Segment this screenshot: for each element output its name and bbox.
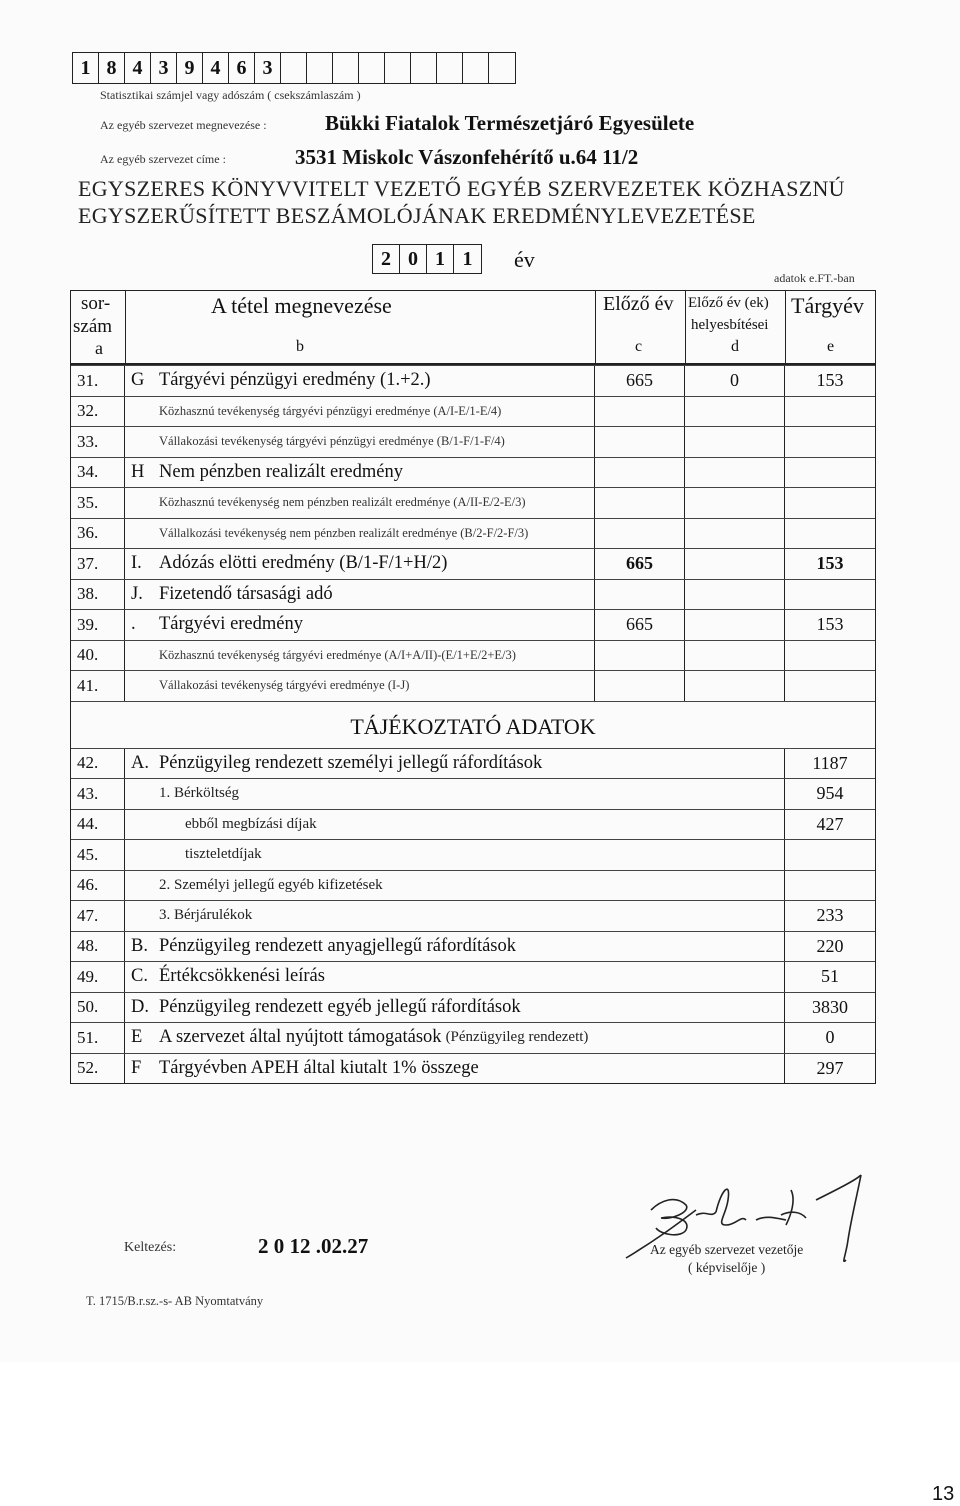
row-label: Fizetendő társasági adó (159, 583, 333, 604)
row-number: 50. (71, 993, 125, 1023)
col-e-title: Tárgyév (791, 293, 864, 318)
current-year-value (785, 427, 875, 457)
tax-number-boxes (72, 52, 516, 84)
correction-value (685, 458, 785, 488)
info-row (71, 1053, 875, 1084)
row-label: Vállalkozási tevékenység nem pénzben realizált eredménye (B/2-F/2-F/3) (159, 525, 529, 540)
tax-number-label: Statisztikai számjel vagy adószám ( csekszámlaszám ) (100, 88, 361, 102)
row-label: Közhasznú tevékenység tárgyévi pénzügyi eredménye (A/I-E/1-E/4) (159, 403, 502, 418)
row-label-cell (125, 871, 785, 901)
tax-digit-box: 4 (125, 53, 151, 83)
signer-line2: ( képviselője ) (688, 1260, 766, 1275)
tax-digit-box (281, 53, 307, 83)
row-number: 46. (71, 871, 125, 901)
row-label-cell (125, 962, 785, 992)
correction-value (685, 488, 785, 518)
tax-digit-box (385, 53, 411, 83)
current-year-value (785, 397, 875, 427)
row-letter: I. (131, 553, 142, 574)
row-number: 38. (71, 580, 125, 610)
tax-digit-box: 3 (255, 53, 281, 83)
col-d-letter: d (731, 338, 739, 355)
row-number: 35. (71, 488, 125, 518)
row-label-cell (125, 932, 785, 962)
row-label: Tárgyévi pénzügyi eredmény (1.+2.) (159, 370, 431, 391)
row-label-cell (125, 427, 595, 457)
col-b-letter: b (296, 338, 304, 355)
current-year-value: 297 (816, 1057, 844, 1078)
row-label-cell (125, 840, 785, 870)
tax-digit-box (489, 53, 515, 83)
row-label-cell (125, 1023, 785, 1053)
row-label: ebből megbízási díjak (185, 815, 317, 832)
row-number: 41. (71, 671, 125, 701)
row-label: Értékcsökkenési leírás (159, 966, 325, 987)
current-year-value: 153 (816, 614, 844, 635)
info-title: TÁJÉKOZTATÓ ADATOK (350, 713, 596, 739)
row-number: 51. (71, 1023, 125, 1053)
prev-year-value (595, 488, 685, 518)
tax-digit-box (359, 53, 385, 83)
prev-year-value: 665 (595, 610, 685, 640)
current-year-value: 1187 (812, 752, 848, 773)
current-year-value: 153 (816, 370, 844, 391)
row-letter: G (131, 370, 145, 391)
row-letter: B. (131, 935, 148, 956)
correction-value: 0 (685, 366, 785, 396)
current-year-value: 3830 (812, 996, 848, 1017)
unit-note: adatok e.FT.-ban (774, 271, 855, 285)
current-year-value (785, 840, 875, 870)
row-number: 33. (71, 427, 125, 457)
current-year-value (785, 871, 875, 901)
page-number: 13 (932, 1483, 955, 1505)
tax-digit-box (333, 53, 359, 83)
info-row (71, 839, 875, 870)
col-c-title: Előző év (603, 293, 674, 315)
table-row (71, 365, 875, 396)
info-row (71, 748, 875, 779)
row-number: 43. (71, 779, 125, 809)
row-number: 48. (71, 932, 125, 962)
year-digit-box: 0 (400, 245, 427, 273)
col-c-letter: c (635, 338, 643, 355)
tax-digit-box: 1 (73, 53, 99, 83)
prev-year-value (595, 458, 685, 488)
prev-year-value: 665 (595, 549, 685, 579)
prev-year-value (595, 580, 685, 610)
correction-value (685, 610, 785, 640)
row-label-cell (125, 779, 785, 809)
row-number: 49. (71, 962, 125, 992)
row-label: Tárgyévben APEH által kiutalt 1% összege (159, 1057, 479, 1078)
row-label: 1. Bérköltség (159, 785, 239, 802)
row-label-cell (125, 641, 595, 671)
row-label-note: (Pénzügyileg rendezett) (445, 1029, 589, 1046)
table-row (71, 548, 875, 579)
current-year-value (785, 641, 875, 671)
row-letter: J. (131, 583, 143, 604)
table-row (71, 518, 875, 549)
correction-value (685, 397, 785, 427)
row-label: Tárgyévi eredmény (159, 614, 303, 635)
current-year-value: 954 (816, 783, 844, 804)
row-label-cell (125, 671, 595, 701)
row-label-cell (125, 810, 785, 840)
info-section-heading (71, 701, 875, 748)
row-label-cell (125, 488, 595, 518)
col-d-title2: helyesbítései (691, 317, 769, 333)
info-row (71, 900, 875, 931)
doc-title-line1: EGYSZERES KÖNYVVITELT VEZETŐ EGYÉB SZERVEZETEK KÖZHASZNÚ (78, 176, 845, 201)
row-number: 42. (71, 749, 125, 779)
info-row (71, 992, 875, 1023)
row-number: 45. (71, 840, 125, 870)
year-suffix: év (514, 247, 535, 272)
org-name-label: Az egyéb szervezet megnevezése : (100, 118, 267, 132)
tax-digit-box: 4 (203, 53, 229, 83)
tax-digit-box: 8 (99, 53, 125, 83)
current-year-value (785, 519, 875, 549)
year-digit-box: 1 (462, 248, 473, 270)
row-label: A szervezet által nyújtott támogatások (159, 1027, 442, 1048)
row-label-cell (125, 749, 785, 779)
row-label: Közhasznú tevékenység tárgyévi eredménye (A/I+A/II)-(E/1+E/2+E/3) (159, 647, 516, 662)
doc-title-line2: EGYSZERŰSÍTETT BESZÁMOLÓJÁNAK EREDMÉNYLEVEZETÉSE (78, 203, 756, 228)
row-number: 52. (71, 1054, 125, 1084)
current-year-value (785, 671, 875, 701)
info-row (71, 931, 875, 962)
prev-year-value: 665 (595, 366, 685, 396)
org-address: 3531 Miskolc Vászonfehérítő u.64 11/2 (295, 145, 639, 169)
current-year-value: 233 (816, 905, 844, 926)
date-label: Keltezés: (124, 1240, 177, 1255)
correction-value (685, 580, 785, 610)
row-letter: . (131, 614, 136, 635)
tax-digit-box (307, 53, 333, 83)
row-letter: E (131, 1027, 143, 1048)
row-label: Nem pénzben realizált eredmény (159, 461, 403, 482)
correction-value (685, 671, 785, 701)
year-boxes (372, 244, 482, 274)
prev-year-value (595, 427, 685, 457)
correction-value (685, 427, 785, 457)
row-label-cell (125, 519, 595, 549)
row-label-cell (125, 580, 595, 610)
row-number: 31. (71, 366, 125, 396)
year-digit-box: 1 (427, 245, 454, 273)
prev-year-value (595, 397, 685, 427)
row-label-cell (125, 610, 595, 640)
table-row (71, 487, 875, 518)
table-row (71, 609, 875, 640)
row-label: Pénzügyileg rendezett személyi jellegű ráfordítások (159, 752, 543, 773)
row-label: Vállakozási tevékenység tárgyévi eredménye (I-J) (159, 678, 410, 693)
table-row (71, 457, 875, 488)
current-year-value: 220 (816, 935, 844, 956)
table-body (71, 365, 875, 701)
year-digit-box: 2 (373, 245, 400, 273)
tax-digit-box: 9 (177, 53, 203, 83)
row-label: 3. Bérjárulékok (159, 907, 253, 924)
table-row (71, 640, 875, 671)
table-row (71, 670, 875, 701)
table-row (71, 426, 875, 457)
col-a-title1: sor- (81, 293, 111, 314)
row-label: 2. Személyi jellegű egyéb kifizetések (159, 876, 383, 893)
row-label: Közhasznú tevékenység nem pénzben realizált eredménye (A/II-E/2-E/3) (159, 495, 526, 510)
row-label: tiszteletdíjak (185, 846, 262, 863)
table-header (71, 291, 875, 365)
tax-digit-box: 3 (151, 53, 177, 83)
date-value: 2 0 12 .02.27 (258, 1234, 369, 1258)
row-letter: F (131, 1057, 142, 1078)
tax-digit-box (437, 53, 463, 83)
info-row (71, 809, 875, 840)
row-label-cell (125, 901, 785, 931)
row-label: Adózás elötti eredmény (B/1-F/1+H/2) (159, 553, 448, 574)
form-code: T. 1715/B.r.sz.-s- AB Nyomtatvány (86, 1294, 264, 1308)
current-year-value: 153 (816, 553, 844, 574)
row-label: Pénzügyileg rendezett egyéb jellegű ráfordítások (159, 996, 521, 1017)
col-d-title1: Előző év (ek) (688, 295, 769, 311)
info-row (71, 870, 875, 901)
row-label-cell (125, 993, 785, 1023)
info-table-body (71, 748, 875, 1084)
row-letter: H (131, 461, 145, 482)
row-number: 34. (71, 458, 125, 488)
row-letter: C. (131, 966, 148, 987)
current-year-value (785, 458, 875, 488)
tax-digit-box (411, 53, 437, 83)
row-number: 39. (71, 610, 125, 640)
current-year-value (785, 488, 875, 518)
row-number: 47. (71, 901, 125, 931)
current-year-value: 51 (821, 966, 839, 987)
current-year-value: 427 (816, 813, 844, 834)
prev-year-value (595, 519, 685, 549)
row-label-cell (125, 458, 595, 488)
current-year-value (785, 580, 875, 610)
row-number: 40. (71, 641, 125, 671)
table-row (71, 396, 875, 427)
row-number: 44. (71, 810, 125, 840)
org-name: Bükki Fiatalok Természetjáró Egyesülete (325, 111, 695, 135)
row-label-cell (125, 397, 595, 427)
signer-line1: Az egyéb szervezet vezetője (650, 1242, 804, 1257)
tax-digit-box (463, 53, 489, 83)
col-a-title2: szám (73, 316, 113, 337)
info-row (71, 961, 875, 992)
prev-year-value (595, 641, 685, 671)
row-label-cell (125, 1054, 785, 1084)
row-label: Vállakozási tevékenység tárgyévi pénzügyi eredménye (B/1-F/1-F/4) (159, 434, 505, 449)
current-year-value: 0 (825, 1027, 835, 1048)
col-e-letter: e (827, 338, 835, 355)
col-a-letter: a (95, 338, 103, 358)
result-table (70, 290, 876, 1084)
row-number: 32. (71, 397, 125, 427)
row-number: 37. (71, 549, 125, 579)
row-label-cell (125, 549, 595, 579)
correction-value (685, 641, 785, 671)
org-address-label: Az egyéb szervezet címe : (100, 152, 226, 166)
tax-digit-box: 6 (229, 53, 255, 83)
row-label: Pénzügyileg rendezett anyagjellegű ráfordítások (159, 935, 517, 956)
table-row (71, 579, 875, 610)
correction-value (685, 549, 785, 579)
correction-value (685, 519, 785, 549)
info-row (71, 1022, 875, 1053)
row-label-cell (125, 366, 595, 396)
prev-year-value (595, 671, 685, 701)
col-b-title: A tétel megnevezése (211, 293, 392, 318)
row-letter: D. (131, 996, 149, 1017)
row-letter: A. (131, 752, 149, 773)
row-number: 36. (71, 519, 125, 549)
info-row (71, 778, 875, 809)
